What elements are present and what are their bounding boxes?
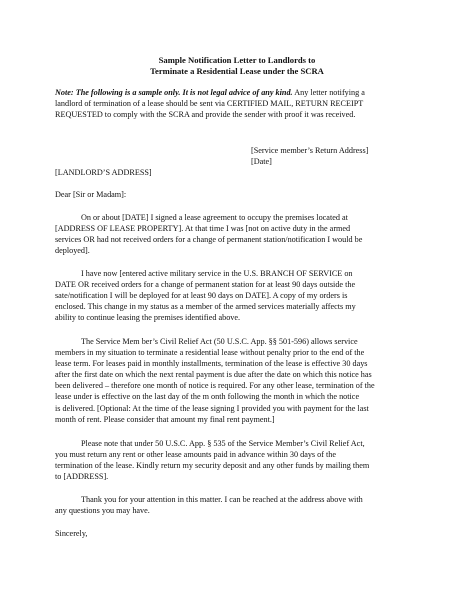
paragraph-line: [ADDRESS OF LEASE PROPERTY]. At that time I was [not on active duty in the armed bbox=[55, 224, 351, 234]
paragraph-line: ability to continue leasing the premises identified above. bbox=[55, 313, 241, 323]
paragraph-line: members in my situation to terminate a residential lease without penalty prior to the end of the bbox=[55, 348, 365, 358]
paragraph-line: DATE OR received orders for a change of permanent station for at least 90 days outside the bbox=[55, 280, 356, 290]
salutation: Dear [Sir or Madam]: bbox=[55, 190, 127, 199]
paragraph-line: month of rent. Please consider that amount my final rent payment.] bbox=[55, 414, 275, 424]
paragraph-line: termination of the lease. Kindly return my security deposit and any other funds by mailing them bbox=[55, 461, 370, 471]
paragraph-line: services OR had not received orders for a change of permanent station/notification I would be bbox=[55, 235, 363, 245]
note-line-1-rest: Any letter notifying a bbox=[292, 88, 365, 97]
closing: Sincerely, bbox=[55, 529, 88, 538]
paragraph-line: Thank you for your attention in this matter. I can be reached at the address above with bbox=[81, 495, 363, 504]
paragraph-line: after the first date on which the next rental payment is due after the date on which this notice has bbox=[55, 370, 372, 380]
note-line-2: landlord of termination of a lease should be sent via CERTIFIED MAIL, RETURN RECEIPT bbox=[55, 99, 364, 109]
sender-date: [Date] bbox=[251, 157, 272, 166]
paragraph-4 bbox=[55, 438, 423, 482]
note-lead: Note: The following is a sample only. It is not legal advice of any kind. bbox=[55, 88, 293, 97]
paragraph-line: sate/notification I will be deployed for at least 90 days on DATE]. A copy of my orders is bbox=[55, 291, 348, 301]
paragraph-line: to [ADDRESS]. bbox=[55, 472, 109, 482]
paragraph-1 bbox=[55, 212, 423, 256]
landlord-address: [LANDLORD’S ADDRESS] bbox=[55, 168, 152, 177]
paragraph-line: lease term. For leases paid in monthly installments, termination of the lease is effective 30 days bbox=[55, 359, 368, 369]
paragraph-line: On or about [DATE] I signed a lease agreement to occupy the premises located at bbox=[81, 213, 348, 222]
paragraph-line: deployed]. bbox=[55, 246, 90, 256]
paragraph-line: is delivered. [Optional: At the time of the lease signing I provided you with payment for the last bbox=[55, 403, 369, 413]
paragraph-line: you must return any rent or other lease amounts paid in advance within 30 days of the bbox=[55, 450, 337, 460]
paragraph-line: any questions you may have. bbox=[55, 506, 150, 516]
note-line-1 bbox=[55, 87, 423, 98]
paragraph-line: lease under is effective on the last day of the m onth following the month in which the notice bbox=[55, 392, 360, 402]
sender-return-address: [Service member’s Return Address] bbox=[251, 146, 369, 155]
note-line-3: REQUESTED to comply with the SCRA and provide the sender with proof it was received. bbox=[55, 110, 356, 120]
paragraph-2 bbox=[55, 268, 423, 323]
paragraph-line: been delivered – therefore one month of notice is required. For any other lease, termination of the bbox=[55, 381, 375, 391]
letter-title-line-1: Sample Notification Letter to Landlords to bbox=[158, 55, 316, 65]
paragraph-line: enclosed. This change in my status as a member of the armed services materially affects my bbox=[55, 302, 356, 312]
paragraph-line: Please note that under 50 U.S.C. App. § 535 of the Service Member’s Civil Relief Act, bbox=[81, 439, 365, 448]
sample-note bbox=[55, 87, 423, 120]
letter-title-line-2: Terminate a Residential Lease under the SCRA bbox=[150, 66, 324, 76]
paragraph-line: The Service Mem ber’s Civil Relief Act (50 U.S.C. App. §§ 501-596) allows service bbox=[81, 337, 358, 346]
paragraph-3 bbox=[55, 336, 423, 425]
paragraph-line: I have now [entered active military service in the U.S. BRANCH OF SERVICE on bbox=[81, 269, 353, 278]
paragraph-5 bbox=[55, 494, 423, 516]
